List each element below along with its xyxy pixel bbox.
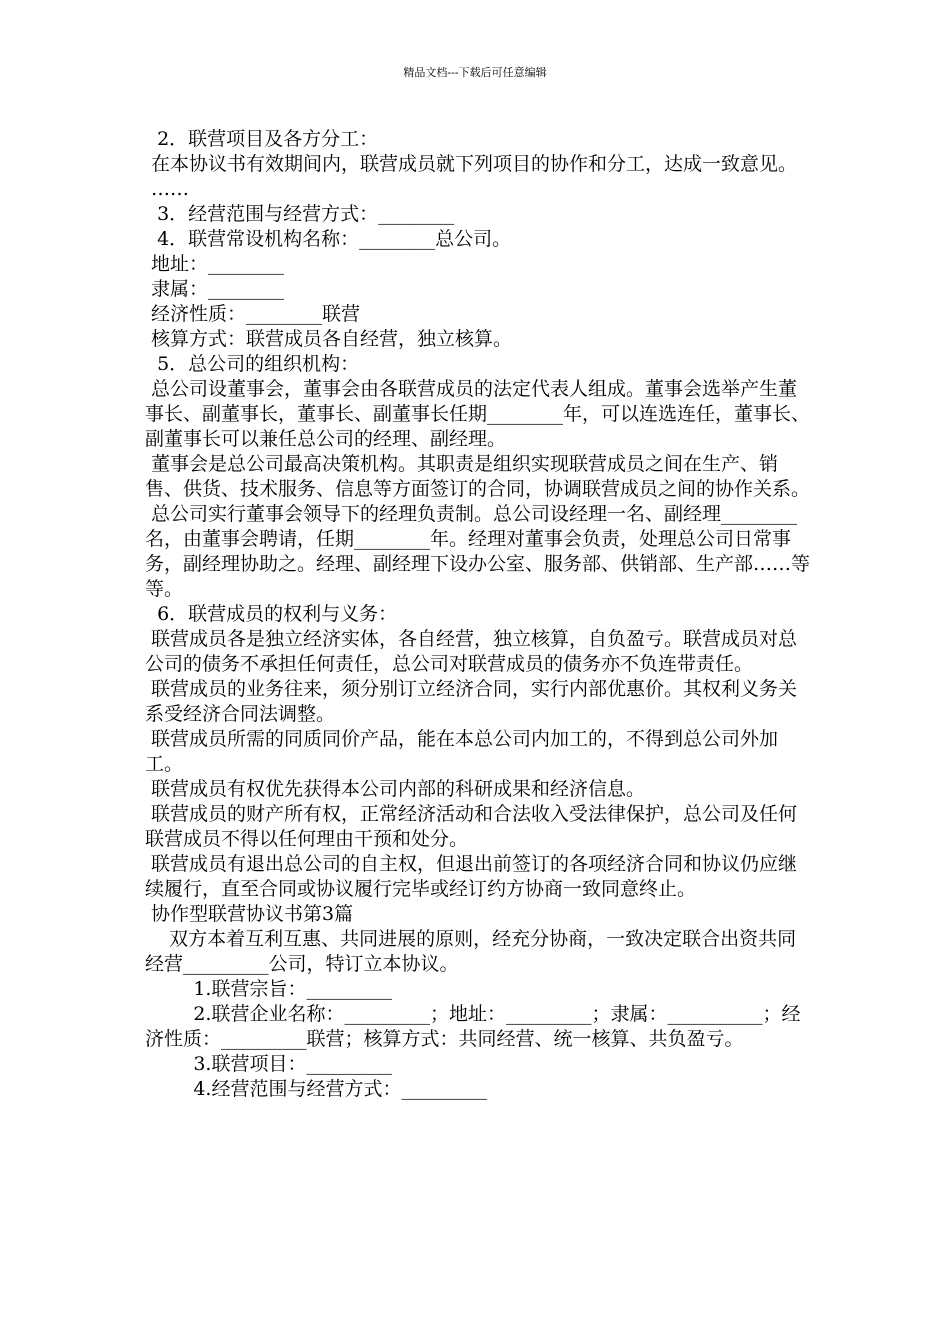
section-4-heading: 4．联营常设机构名称：________总公司。: [145, 228, 512, 250]
page-header: 精品文档---下载后可任意编辑: [403, 66, 547, 79]
paragraph: 总公司设董事会，董事会由各联营成员的法定代表人组成。董事会选举产生董事长、副董事长，董事长、副董事长任期________年，可以连选连任，董事长、副董事长可以兼任总公司的经理、副经理。: [145, 378, 811, 450]
economic-nature-line: 经济性质：________联营: [145, 303, 361, 325]
section-2-heading: 2．联营项目及各方分工：: [145, 128, 379, 150]
accounting-line: 核算方式：联营成员各自经营，独立核算。: [145, 328, 513, 350]
chapter-title: 协作型联营协议书第3篇: [145, 903, 354, 925]
item-1: 1.联营宗旨：_________: [145, 978, 392, 1000]
paragraph: 在本协议书有效期间内，联营成员就下列项目的协作和分工，达成一致意见。: [145, 153, 798, 175]
paragraph: 董事会是总公司最高决策机构。其职责是组织实现联营成员之间在生产、销售、供货、技术服务、信息等方面签订的合同，协调联营成员之间的协作关系。: [145, 453, 811, 500]
section-5-heading: 5．总公司的组织机构：: [145, 353, 360, 375]
paragraph: 总公司实行董事会领导下的经理负责制。总公司设经理一名、副经理________名，由董事会聘请，任期________年。经理对董事会负责，处理总公司日常事务，副经理协助之。经理、副经理下设办公室、服务部、供销部、生产部……等等。: [145, 503, 811, 600]
item-2: 2.联营企业名称：_________；地址：_________；隶属：__________；经济性质：_________联营；核算方式：共同经营、统一核算、共负盈亏。: [145, 1003, 801, 1050]
ellipsis: ……: [145, 178, 190, 200]
paragraph: 联营成员的财产所有权，正常经济活动和合法收入受法律保护，总公司及任何联营成员不得以任何理由干预和处分。: [145, 803, 798, 850]
item-4: 4.经营范围与经营方式：_________: [145, 1078, 487, 1100]
paragraph: 双方本着互利互惠、共同进展的原则，经充分协商，一致决定联合出资共同经营_________公司，特订立本协议。: [145, 928, 797, 975]
paragraph: 联营成员有权优先获得本公司内部的科研成果和经济信息。: [145, 778, 646, 800]
paragraph: 联营成员有退出总公司的自主权，但退出前签订的各项经济合同和协议仍应继续履行，直至合同或协议履行完毕或经订约方协商一致同意终止。: [145, 853, 798, 900]
item-3: 3.联营项目：_________: [145, 1053, 392, 1075]
address-line: 地址：________: [145, 253, 285, 275]
affiliation-line: 隶属：________: [145, 278, 285, 300]
section-6-heading: 6．联营成员的权利与义务：: [145, 603, 398, 625]
document-body: [145, 127, 810, 1102]
paragraph: 联营成员各是独立经济实体，各自经营，独立核算，自负盈亏。联营成员对总公司的债务不承担任何责任，总公司对联营成员的债务亦不负连带责任。: [145, 628, 798, 675]
paragraph: 联营成员所需的同质同价产品，能在本总公司内加工的，不得到总公司外加工。: [145, 728, 779, 775]
paragraph: 联营成员的业务往来，须分别订立经济合同，实行内部优惠价。其权利义务关系受经济合同法调整。: [145, 678, 798, 725]
section-3-heading: 3．经营范围与经营方式：________: [145, 203, 455, 225]
